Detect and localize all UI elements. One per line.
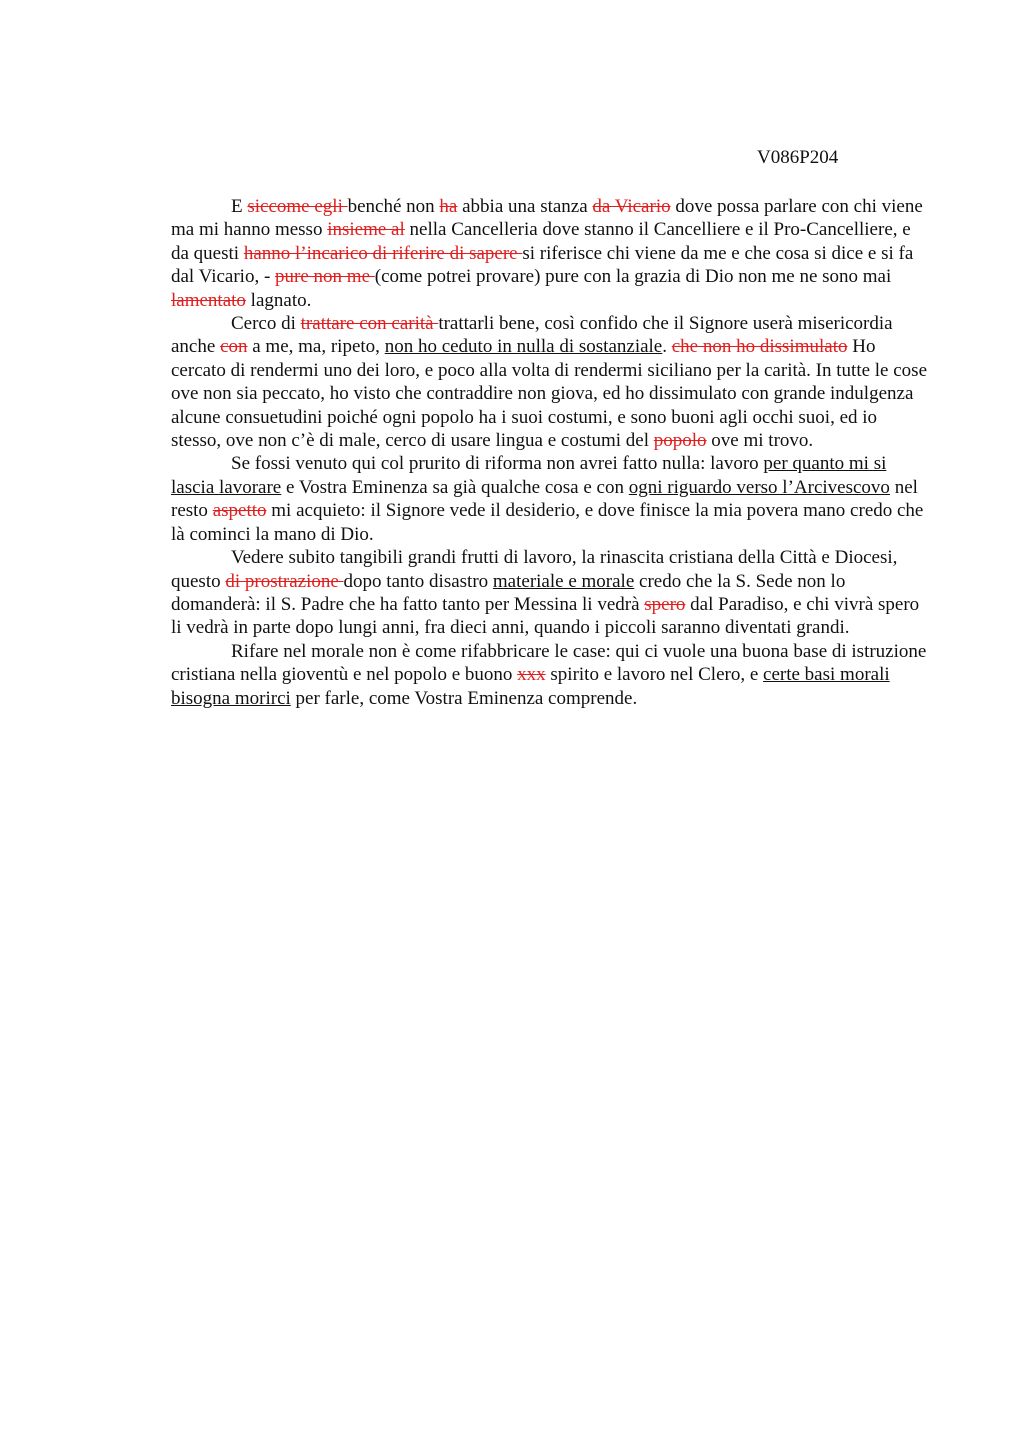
deleted-text: insieme al	[327, 219, 405, 241]
text-run: dopo tanto disastro	[343, 570, 493, 592]
text-run: Ho cercato di rendermi uno dei loro, e poco alla volta di rendermi siciliano per la carità. In tutte le cose ove non sia peccato, ho visto che contraddire non giova, ed ho dissimulato con grande indulgenza alcune consuetudini poiché ogni popolo ha i suoi costumi, e sono buoni agli occhi suoi, ed io stesso, ove non c’è di male, cerco di usare lingua e costumi del	[171, 336, 928, 452]
text-run: (come potrei provare) pure con la grazia di Dio non me ne sono mai	[374, 266, 892, 288]
underlined-text: non ho ceduto in nulla di sostanziale	[384, 336, 663, 358]
deleted-text: siccome egli	[247, 196, 348, 217]
text-run: .	[662, 336, 672, 358]
text-run: E	[231, 196, 248, 217]
text-run: mi acquieto: il Signore vede il desiderio, e dove finisce la mia povera mano credo che là cominci la mano di Dio.	[171, 500, 924, 545]
deleted-text: da Vicario	[592, 196, 671, 217]
body-text	[171, 195, 931, 710]
text-run: si riferisce chi viene da me e che cosa si dice e si fa dal Vicario, -	[171, 242, 914, 288]
text-run: Rifare nel morale non è come rifabbricare le case: qui ci vuole una buona base di istruzione cristiana nella gioventù e nel popolo e buono	[171, 640, 927, 686]
text-run: spirito e lavoro nel Clero, e	[545, 664, 764, 686]
text-run: abbia una stanza	[457, 196, 593, 217]
text-run: ove mi trovo.	[706, 430, 814, 452]
text-run: nella Cancelleria dove stanno il Cancelliere e il Pro-Cancelliere, e da questi	[171, 219, 911, 264]
text-run: Cerco di	[231, 313, 301, 335]
underlined-text: per quanto mi si lascia lavorare	[171, 453, 887, 498]
text-run: dove possa parlare con chi viene ma mi hanno messo	[171, 196, 923, 241]
deleted-text: lamentato	[171, 289, 246, 311]
deleted-text: aspetto	[212, 500, 267, 522]
deleted-text: pure non me	[275, 266, 375, 288]
text-run: per farle, come Vostra Eminenza comprende.	[290, 687, 638, 709]
text-run: lagnato.	[245, 289, 312, 311]
deleted-text: spero	[644, 593, 686, 615]
paragraph	[171, 640, 931, 710]
deleted-text: ha	[439, 196, 458, 217]
underlined-text: materiale e morale	[492, 570, 635, 592]
text-run: Se fossi venuto qui col prurito di riforma non avrei fatto nulla: lavoro	[231, 453, 764, 475]
paragraph	[171, 312, 931, 452]
deleted-text: trattare con carità	[300, 313, 439, 335]
deleted-text: con	[220, 336, 248, 358]
text-run: Vedere subito tangibili grandi frutti di lavoro, la rinascita cristiana della Città e Diocesi, questo	[171, 547, 898, 592]
text-run: a me, ma, ripeto,	[247, 336, 385, 358]
text-run: e Vostra Eminenza sa già qualche cosa e con	[281, 476, 629, 498]
page-id: V086P204	[757, 147, 839, 168]
deleted-text: popolo	[653, 430, 707, 452]
underlined-text: ogni riguardo verso l’Arcivescovo	[628, 476, 890, 498]
text-run: dal Paradiso, e chi vivrà spero li vedrà in parte dopo lungi anni, fra dieci anni, quando i piccoli saranno diventati grandi.	[171, 593, 920, 639]
underlined-text: certe basi morali bisogna morirci	[171, 664, 890, 709]
paragraph	[171, 546, 931, 640]
text-run: credo che la S. Sede non lo domanderà: il S. Padre che ha fatto tanto per Messina li vedrà	[171, 570, 846, 615]
text-run: nel resto	[171, 476, 918, 522]
paragraph	[171, 452, 931, 546]
deleted-text: hanno l’incarico di riferire di sapere	[243, 242, 523, 264]
deleted-text: di prostrazione	[225, 570, 344, 592]
deleted-text: xxx	[517, 664, 546, 686]
paragraph	[171, 195, 931, 312]
deleted-text: che non ho dissimulato	[671, 336, 848, 358]
text-run: trattarli bene, così confido che il Signore userà misericordia anche	[171, 313, 893, 358]
text-run: benché non	[347, 196, 440, 217]
